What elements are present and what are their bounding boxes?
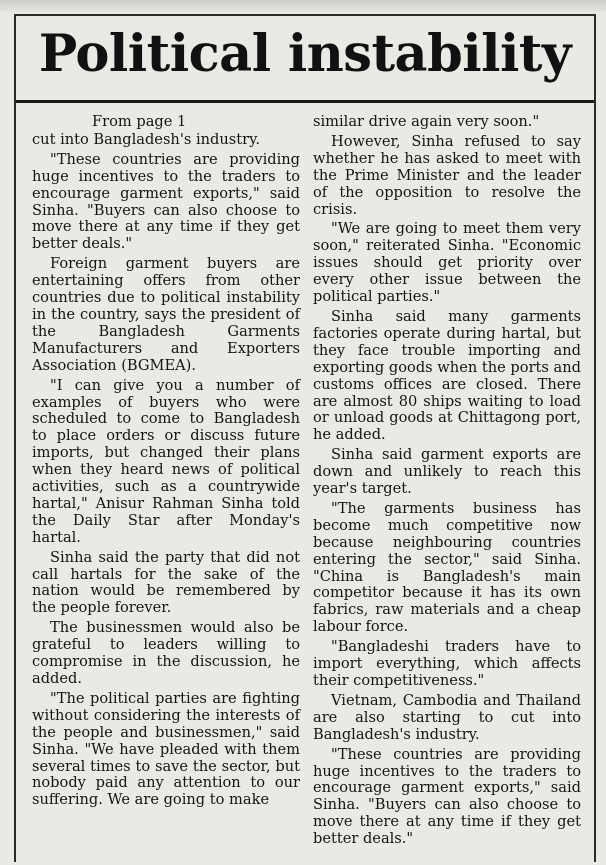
paragraph: However, Sinha refused to say whether he has asked to meet with the Prime Minister and the leader of the opposition to resolve the crisis.: [313, 132, 581, 218]
paragraph: Foreign garment buyers are entertaining offers from other countries due to political instability in the country, says the president of the Bangladesh Garments Manufacturers and Exporters Association (BGMEA).: [32, 255, 300, 374]
paragraph: similar drive again very soon.": [313, 113, 540, 130]
paragraph: "These countries are providing huge incentives to the traders to encourage garment exports," said Sinha. "Buyers can also choose to move there at any time if they get better deals.": [32, 150, 300, 253]
scan-edge: [0, 0, 606, 12]
paragraph: Sinha said many garments factories operate during hartal, but they face trouble importing and exporting goods when the ports and customs offices are closed. There are almost 80 ships waiting to load or unload goods at Chittagong port, he added.: [313, 307, 581, 444]
jump-line: From page 1: [92, 113, 187, 130]
paragraph: "We are going to meet them very soon," reiterated Sinha. "Economic issues should get priority over every other issue between the political parties.": [313, 220, 581, 306]
article-frame: [14, 14, 596, 862]
headline: Political instability: [38, 24, 572, 84]
paragraph: "I can give you a number of examples of buyers who were scheduled to come to Bangladesh to place orders or discuss future imports, but changed their plans when they heard news of political activities, such as a countrywide hartal," Anisur Rahman Sinha told the Daily Star after Monday's hartal.: [32, 376, 300, 546]
paragraph: "The garments business has become much competitive now because neighbouring countries entering the sector," said Sinha. "China is Bangladesh's main competitor because it has its own fabrics, raw materials and a cheap labour force.: [313, 499, 581, 636]
left-column: [32, 114, 300, 812]
right-column: [313, 114, 581, 851]
paragraph: "These countries are providing huge incentives to the traders to encourage garment exports," said Sinha. "Buyers can also choose to move there at any time if they get better deals.": [313, 745, 581, 848]
paragraph: "Bangladeshi traders have to import everything, which affects their competitiveness.": [313, 638, 581, 689]
paragraph: Sinha said the party that did not call hartals for the sake of the nation would be remembered by the people forever.: [32, 548, 300, 617]
paragraph: cut into Bangladesh's industry.: [32, 130, 261, 148]
paragraph: Sinha said garment exports are down and unlikely to reach this year's target.: [313, 446, 581, 498]
paragraph: Vietnam, Cambodia and Thailand are also starting to cut into Bangladesh's industry.: [313, 691, 581, 743]
headline-rule: [16, 100, 594, 103]
paragraph: "The political parties are fighting without considering the interests of the people and businessmen," said Sinha. "We have pleaded with them several times to save the sector, but nobody paid any attention to our suffering. We are going to make: [32, 689, 300, 809]
paragraph: The businessmen would also be grateful to leaders willing to compromise in the discussion, he added.: [32, 619, 300, 687]
